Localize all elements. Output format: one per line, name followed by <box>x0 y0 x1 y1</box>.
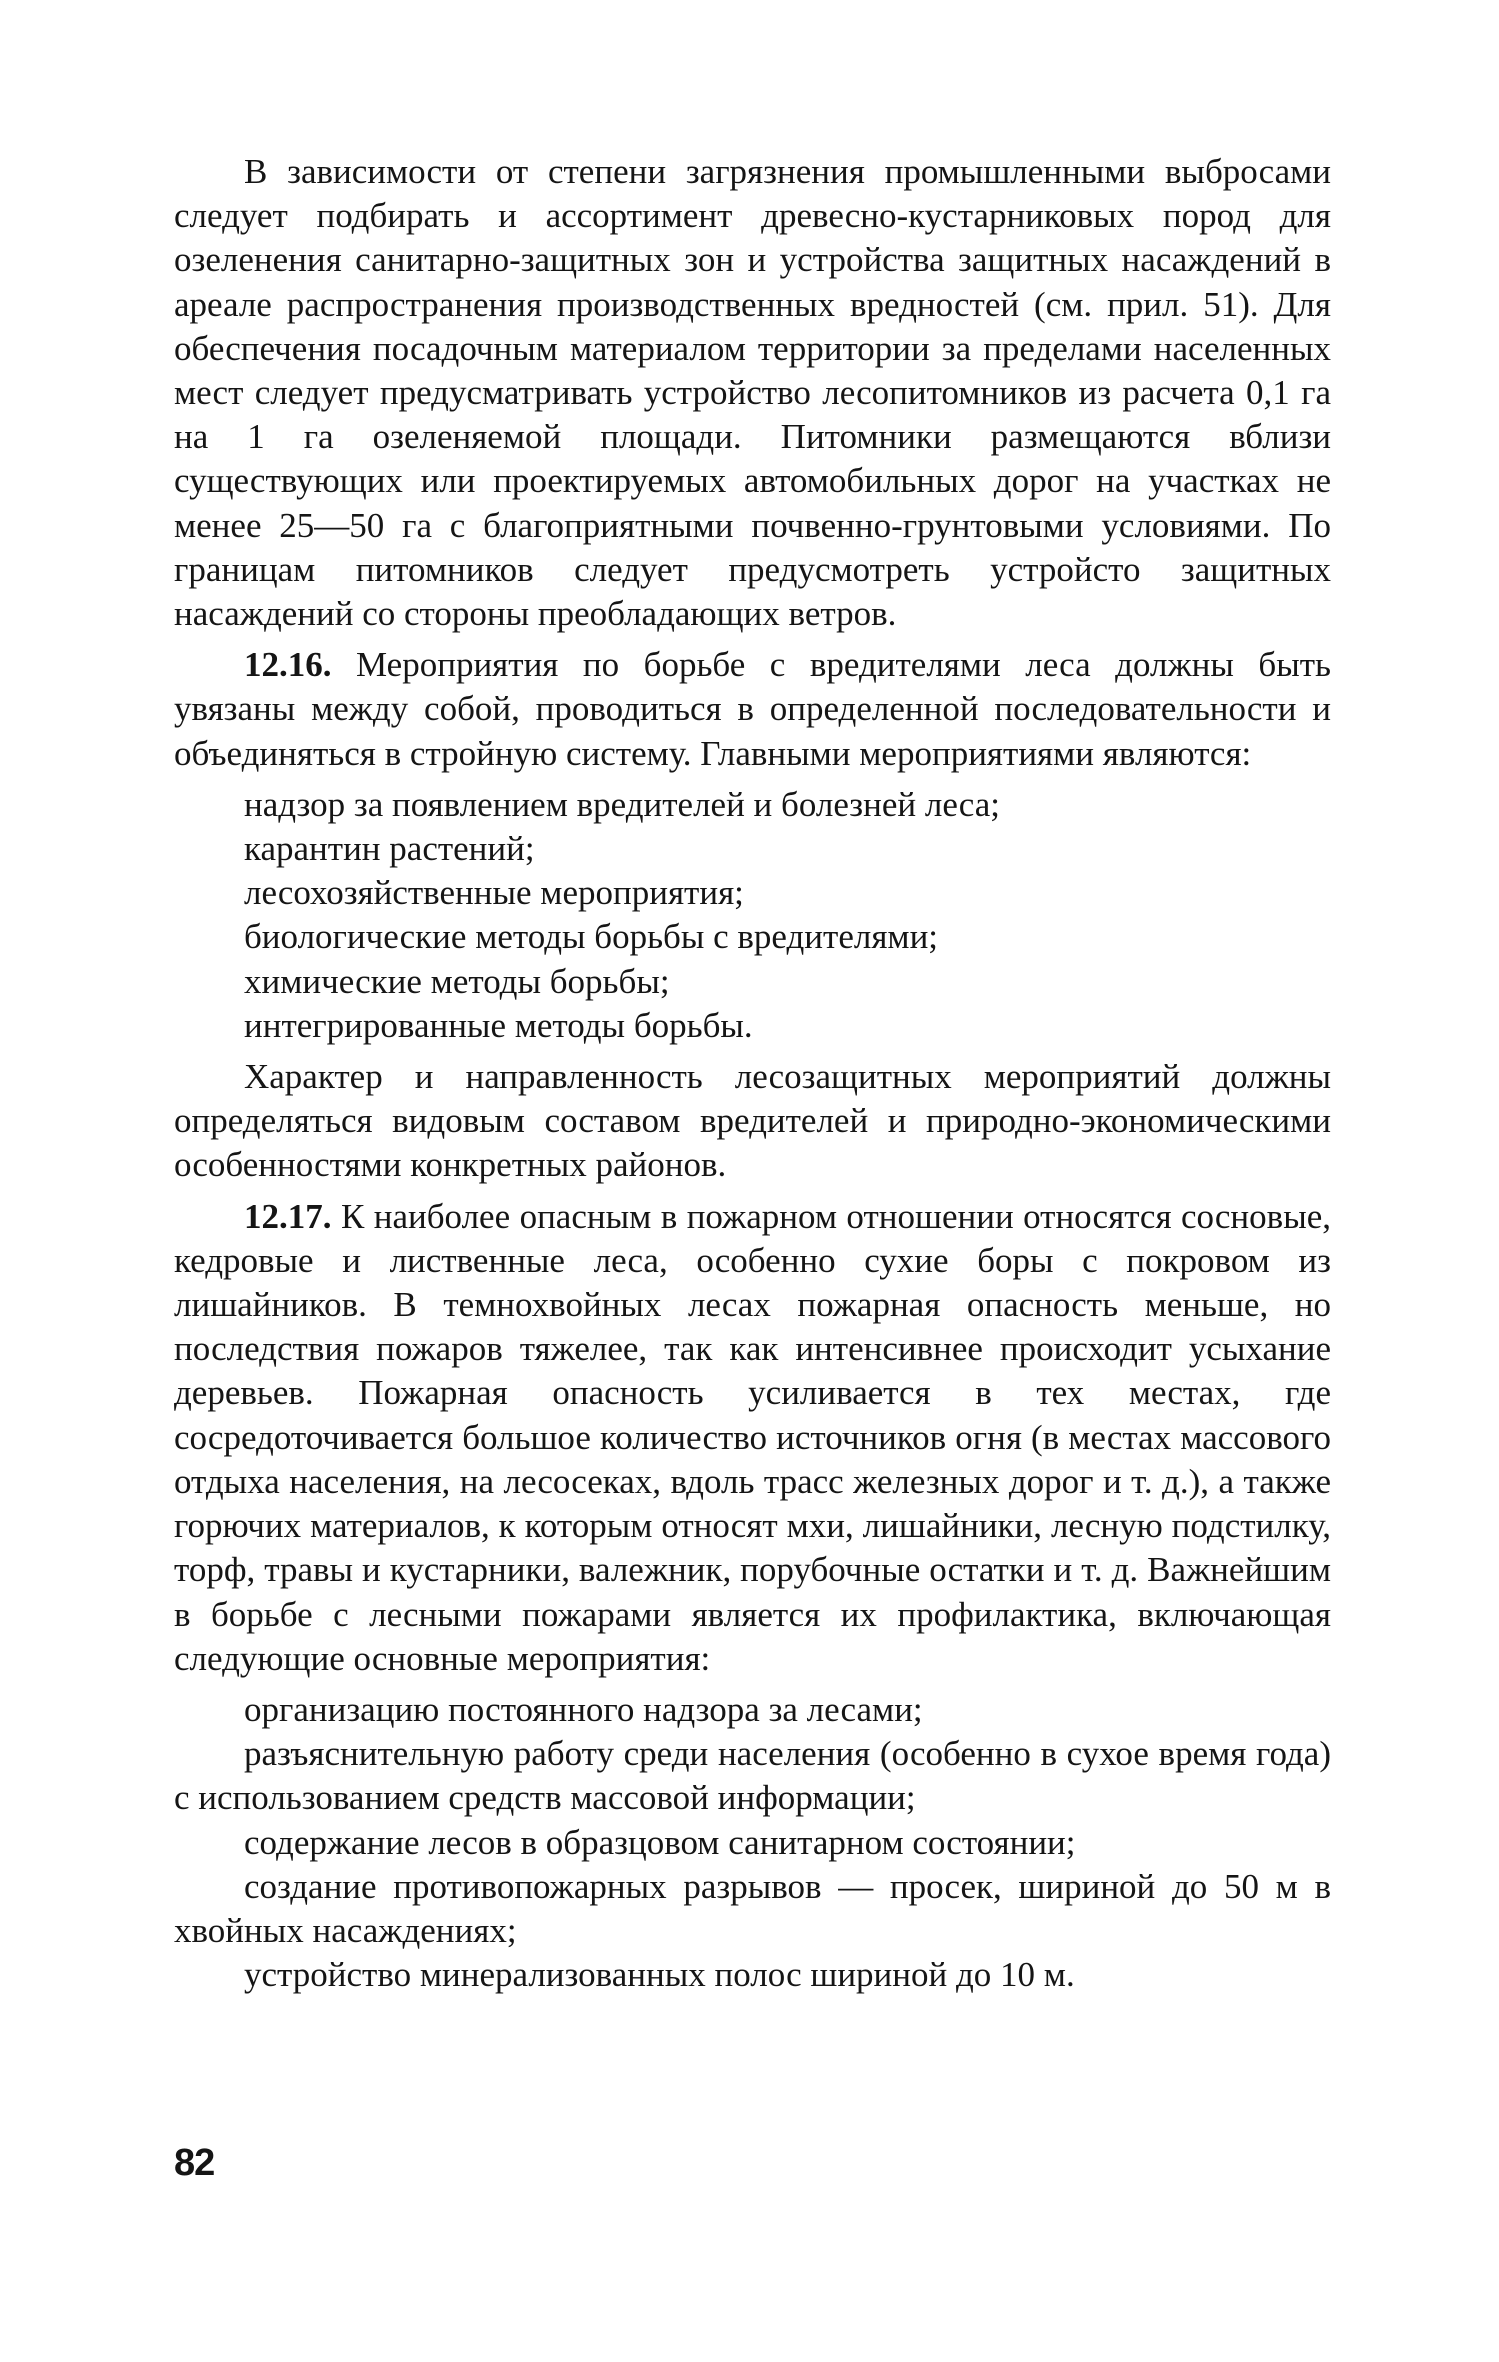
list-item: лесохозяйственные мероприятия; <box>244 873 744 913</box>
page-body <box>174 150 1331 1997</box>
list-item: устройство минерализованных полос шириной до 10 м. <box>244 1955 1075 1995</box>
spacer <box>174 1188 1331 1195</box>
section-text: К наиболее опасным в пожарном отношении относятся сосновые, кедровые и лиственные леса, особенно сухие боры с покровом из лишайников. В темнохвойных лесах пожарная опасность меньше, но последствия пожаров тяжелее, так как интенсивнее происходит усыхание деревьев. Пожарная опасность усиливается в тех местах, где сосредоточивается большое количество источников огня (в местах массового отдыха населения, на лесосеках, вдоль трасс железных дорог и т. д.), а также горючих материалов, к которым относят мхи, лишайники, лесную подстилку, торф, травы и кустарники, валежник, порубочные остатки и т. д. Важнейшим в борьбе с лесными пожарами является их профилактика, включающая следующие основные мероприятия: <box>174 1196 1331 1678</box>
list-item: организацию постоянного надзора за лесами; <box>244 1689 923 1729</box>
paragraph-emissions: В зависимости от степени загрязнения промышленными выбросами следует подбирать и ассортимент древесно-кустарниковых пород для озеленения санитарно-защитных зон и устройства защитных насаждений в ареале распространения производственных вредностей (см. прил. 51). Для обеспечения посадочным материалом территории за пределами населенных мест следует предусматривать устройство лесопитомников из расчета 0,1 га на 1 га озеленяемой площади. Питомники размещаются вблизи существующих или проектируемых автомобильных дорог на участках не менее 25—50 га с благоприятными почвенно-грунтовыми условиями. По границам питомников следует предусмотреть устройсто защитных насаждений со стороны преобладающих ветров. <box>174 152 1331 634</box>
list-item: химические методы борьбы; <box>244 961 670 1001</box>
spacer <box>174 1681 1331 1688</box>
section-12-17 <box>174 1195 1331 1681</box>
spacer <box>174 776 1331 783</box>
spacer <box>174 1048 1331 1055</box>
spacer <box>174 636 1331 643</box>
list-item: биологические методы борьбы с вредителями; <box>244 917 939 957</box>
paragraph-character: Характер и направленность лесозащитных мероприятий должны определяться видовым составом вредителей и природно-экономическими особенностями конкретных районов. <box>174 1057 1331 1185</box>
section-number: 12.17. <box>244 1196 332 1236</box>
list-item: надзор за появлением вредителей и болезней леса; <box>244 784 1000 824</box>
page-number: 82 <box>174 2142 215 2184</box>
list-item: разъяснительную работу среди населения (особенно в сухое время года) с использованием средств массовой информации; <box>174 1734 1331 1818</box>
section-text: Мероприятия по борьбе с вредителями леса должны быть увязаны между собой, проводиться в определенной последовательности и объединяться в стройную систему. Главными мероприятиями являются: <box>174 645 1331 773</box>
section-12-16 <box>174 643 1331 776</box>
section-number: 12.16. <box>244 645 332 685</box>
list-item: содержание лесов в образцовом санитарном состоянии; <box>244 1822 1076 1862</box>
list-item: создание противопожарных разрывов — просек, шириной до 50 м в хвойных насаждениях; <box>174 1866 1331 1950</box>
list-item: интегрированные методы борьбы. <box>244 1005 753 1045</box>
list-item: карантин растений; <box>244 829 535 869</box>
